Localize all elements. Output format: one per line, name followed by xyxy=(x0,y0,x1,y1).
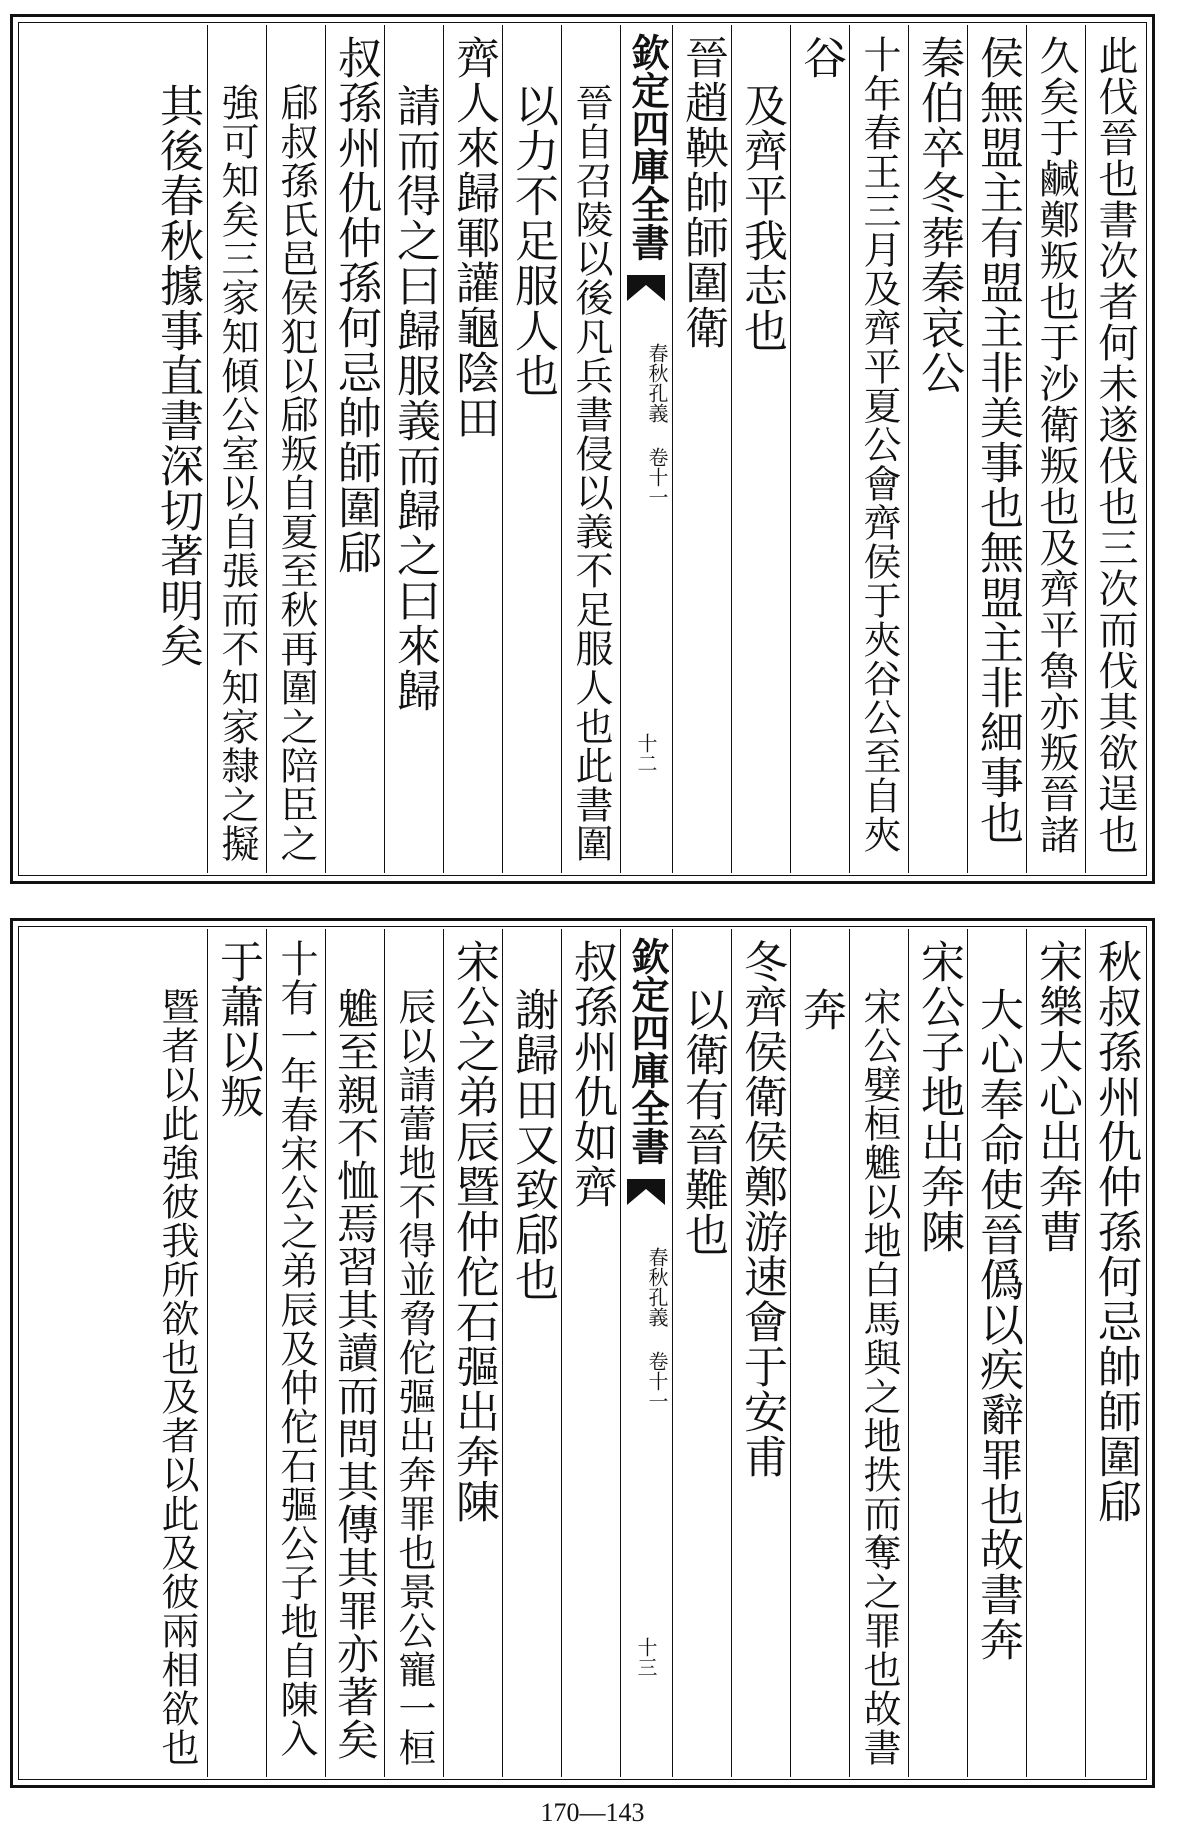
text-column xyxy=(266,25,325,873)
center-gutter xyxy=(620,929,672,1777)
text-column xyxy=(849,25,908,873)
column-text: 宋公之弟辰暨仲佗石彄出奔陳 xyxy=(448,939,499,1524)
column-text: 冬齊侯衛侯鄭游速會于安甫 xyxy=(736,939,787,1479)
text-column xyxy=(908,929,967,1777)
top-page xyxy=(10,14,1155,884)
column-text: 請而得之曰歸服義而歸之曰來歸 xyxy=(389,83,440,713)
column-text: 以衛有晉難也 xyxy=(677,987,728,1257)
text-column xyxy=(561,25,620,873)
column-text: 十有一年春宋公之弟辰及仲佗石彄公子地自陳入 xyxy=(274,939,318,1758)
text-column xyxy=(148,929,207,1777)
column-text: 及齊平我志也 xyxy=(736,83,787,353)
text-column xyxy=(908,25,967,873)
column-text: 宋公子地出奔陳 xyxy=(913,939,964,1254)
text-column xyxy=(1026,25,1085,873)
text-column xyxy=(207,929,266,1777)
gutter-title: 欽定四庫全書 xyxy=(625,33,670,261)
text-column xyxy=(207,25,266,873)
column-text: 叔孫州仇如齊 xyxy=(566,939,617,1209)
column-text: 秦伯卒冬葬秦哀公 xyxy=(913,35,964,395)
column-text: 于蕭以叛 xyxy=(212,939,263,1119)
column-text: 大心奉命使晉僞以疾辭罪也故書奔 xyxy=(972,987,1023,1662)
gutter-volume: 春秋孔義 卷十一 xyxy=(645,1247,669,1411)
column-text: 強可知矣三家知傾公室以自張而不知家隸之擬 xyxy=(215,83,259,863)
text-column xyxy=(672,25,731,873)
column-text: 齊人來歸鄆讙龜陰田 xyxy=(448,35,499,440)
folio-number: 十二 xyxy=(634,733,658,773)
text-column xyxy=(502,25,561,873)
column-text: 谷 xyxy=(795,35,846,80)
text-column xyxy=(443,25,502,873)
column-text: 謝歸田又致郈也 xyxy=(507,987,558,1302)
gutter-title: 欽定四庫全書 xyxy=(625,937,670,1165)
column-text: 十年春王三月及齊平夏公會齊侯于夾谷公至自夾 xyxy=(857,35,901,854)
column-text: 宋公嬖桓魋以地白馬與之地抶而奪之罪也故書 xyxy=(857,987,901,1767)
page-footer-number: 170—143 xyxy=(540,1798,645,1827)
column-text: 奔 xyxy=(795,987,846,1032)
text-column xyxy=(325,25,384,873)
text-column xyxy=(967,929,1026,1777)
text-column xyxy=(561,929,620,1777)
text-column xyxy=(672,929,731,1777)
fish-tail-mark-icon xyxy=(627,1179,665,1205)
text-column xyxy=(384,929,443,1777)
top-columns xyxy=(21,25,1144,873)
column-text: 郈叔孫氏邑侯犯以郈叛自夏至秋再圍之陪臣之 xyxy=(274,83,318,863)
text-column xyxy=(731,929,790,1777)
column-text: 叔孫州仇仲孫何忌帥師圍郈 xyxy=(330,35,381,575)
column-text: 晉趙鞅帥師圍衛 xyxy=(677,35,728,350)
text-column xyxy=(1085,929,1144,1777)
column-text: 暨者以此強彼我所欲也及者以此及彼兩相欲也 xyxy=(155,987,199,1767)
text-column xyxy=(849,929,908,1777)
text-column xyxy=(266,929,325,1777)
fish-tail-mark-icon xyxy=(627,275,665,301)
column-text: 辰以請蕾地不得並脅佗彄出奔罪也景公寵一桓 xyxy=(392,987,436,1767)
text-column xyxy=(325,929,384,1777)
text-column xyxy=(731,25,790,873)
text-column xyxy=(967,25,1026,873)
text-column xyxy=(1085,25,1144,873)
column-text: 晉自召陵以後凡兵書侵以義不足服人也此書圍 xyxy=(569,83,613,863)
text-column xyxy=(1026,929,1085,1777)
column-text: 秋叔孫州仇仲孫何忌帥師圍郈 xyxy=(1090,939,1141,1524)
gutter-volume: 春秋孔義 卷十一 xyxy=(645,343,669,507)
center-gutter xyxy=(620,25,672,873)
column-text: 久矣于鹹鄭叛也于沙衛叛也及齊平魯亦叛晉諸 xyxy=(1033,35,1079,855)
text-column xyxy=(790,25,849,873)
column-text: 其後春秋據事直書深切著明矣 xyxy=(152,83,203,668)
text-column xyxy=(790,929,849,1777)
column-text: 此伐晉也書次者何未遂伐也三次而伐其欲逞也 xyxy=(1092,35,1138,855)
text-column xyxy=(384,25,443,873)
bottom-page xyxy=(10,918,1155,1788)
folio-number: 十三 xyxy=(634,1637,658,1677)
bottom-columns xyxy=(21,929,1144,1777)
text-column xyxy=(443,929,502,1777)
column-text: 宋樂大心出奔曹 xyxy=(1031,939,1082,1254)
column-text: 侯無盟主有盟主非美事也無盟主非細事也 xyxy=(972,35,1023,845)
text-column xyxy=(148,25,207,873)
text-column xyxy=(502,929,561,1777)
column-text: 以力不足服人也 xyxy=(507,83,558,398)
column-text: 魋至親不恤焉習其讀而問其傳其罪亦著矣 xyxy=(331,987,380,1761)
